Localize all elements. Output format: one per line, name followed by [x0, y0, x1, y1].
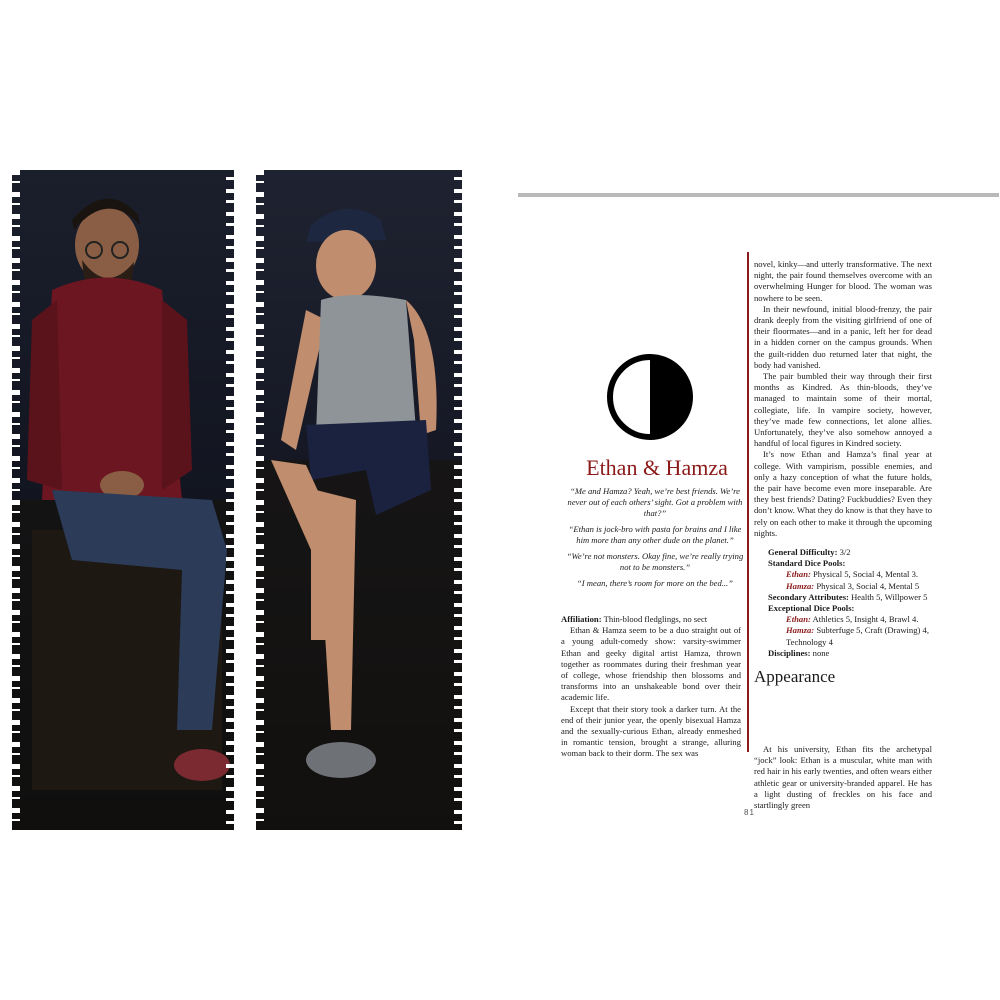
column-divider — [747, 252, 749, 752]
thin-blood-half-moon-icon — [605, 352, 695, 442]
stat-value: Health 5, Willpower 5 — [848, 591, 928, 602]
text-column-right — [754, 259, 932, 539]
stat-value: 3/2 — [837, 547, 851, 557]
page-title: Ethan & Hamza — [586, 455, 728, 480]
disciplines — [758, 648, 938, 659]
text-column-left — [561, 614, 741, 760]
character-label: Ethan: — [786, 569, 811, 580]
stat-value: none — [810, 647, 830, 658]
affiliation-label: Affiliation: — [561, 614, 602, 624]
stat-value: Subterfuge 5, Craft (Drawing) 4, — [814, 625, 929, 636]
appearance-text — [754, 744, 932, 811]
stat-value: Technology 4 — [786, 636, 833, 647]
body-paragraph: In their newfound, initial blood-frenzy, the pair drank deeply from the visiting girlfriend of one of their floormates—and in a panic, left her for dead in a hidden corner on the campus grounds. When the guilt-ridden duo returned later that night, the body had vanished. — [754, 303, 932, 370]
stat-label: Disciplines: — [768, 647, 811, 658]
quote: “I mean, there’s room for more on the bed...” — [577, 578, 733, 588]
character-label: Ethan: — [786, 614, 811, 625]
body-paragraph: Except that their story took a darker turn. At the end of their junior year, the openly bisexual Hamza and the sexually-curious Ethan, already enmeshed in romantic tension, brought a strange, alluring woman back to their dorm. The sex was — [561, 703, 741, 759]
hamza-standard-pool — [758, 581, 938, 592]
ethan-standard-pool — [758, 569, 938, 580]
stat-value: Athletics 5, Insight 4, Brawl 4. — [810, 614, 919, 625]
quote: “Me and Hamza? Yeah, we’re best friends. We’re never out of each others’ sight. Got a problem with that?” — [567, 486, 743, 518]
body-paragraph: Ethan & Hamza seem to be a duo straight out of a young adult-comedy show: varsity-swimmer Ethan and geeky digital artist Hamza, thrown together as roommates during their freshman year of college, whose friendship then blossoms and transforms into an unshakeable bond over their academic life. — [561, 625, 741, 703]
stat-label: Secondary Attributes: — [768, 591, 849, 602]
ethan-exceptional-pool — [758, 614, 938, 625]
page-number: 81 — [744, 808, 755, 817]
torn-edge-right — [454, 170, 462, 830]
hamza-exceptional-pool-cont — [758, 637, 938, 648]
stat-label: Standard Dice Pools: — [768, 558, 846, 569]
illustration-ethan-art — [256, 170, 462, 830]
torn-edge-left — [12, 170, 20, 830]
character-label: Hamza: — [786, 625, 815, 636]
affiliation-value: Thin-blood fledglings, no sect — [601, 614, 708, 624]
body-paragraph: It’s now Ethan and Hamza’s final year at college. With vampirism, possible enemies, and only a hazy conception of what the future holds, the pair have become even more inseparable. Are they best friends? Dating? Fuckbuddies? Even they don’t know. What they do know is that they have to rely on each other to make it through the upcoming nights. — [754, 449, 932, 538]
stat-label: General Difficulty: — [768, 547, 838, 557]
hamza-exceptional-pool — [758, 625, 938, 636]
stat-block — [758, 547, 938, 659]
stat-value: Physical 5, Social 4, Mental 3. — [810, 569, 919, 580]
quote: “We’re not monsters. Okay fine, we’re really trying not to be monsters.” — [566, 551, 744, 572]
illustration-hamza-art — [12, 170, 234, 830]
standard-pools-label — [758, 558, 938, 569]
illustration-ethan — [256, 170, 462, 830]
top-rule — [518, 193, 999, 197]
body-paragraph: The pair bumbled their way through their first months as Kindred. As thin-bloods, they’ve managed to maintain some of their mortal, collegiate, life. In vampire society, however, they’ve made few connections, let alone allies. Unfortunately, they’ve also somehow annoyed a handful of local figures in Kindred society. — [754, 371, 932, 449]
exceptional-pools-label — [758, 603, 938, 614]
general-difficulty — [758, 547, 938, 558]
stat-value: Physical 3, Social 4, Mental 5 — [814, 580, 920, 591]
affiliation-line — [561, 614, 741, 625]
body-paragraph: At his university, Ethan fits the archetypal “jock” look: Ethan is a muscular, white man with red hair in his early twenties, and often wears either athletic gear or university-branded apparel. He has a light dusting of freckles on his face and startlingly green — [754, 744, 933, 811]
body-paragraph: novel, kinky—and utterly transformative. The next night, the pair found themselves overcome with an overwhelming Hunger for blood. The woman was nowhere to be seen. — [754, 259, 932, 303]
illustration-hamza — [12, 170, 234, 830]
quote: “Ethan is jock-bro with pasta for brains and I like him more than any other dude on the planet.” — [568, 524, 742, 545]
secondary-attributes — [758, 592, 938, 603]
torn-edge-left — [256, 170, 264, 830]
character-label: Hamza: — [786, 580, 815, 591]
stat-label: Exceptional Dice Pools: — [768, 603, 855, 614]
appearance-heading: Appearance — [754, 667, 836, 686]
quotes-block — [564, 486, 746, 594]
torn-edge-right — [226, 170, 234, 830]
